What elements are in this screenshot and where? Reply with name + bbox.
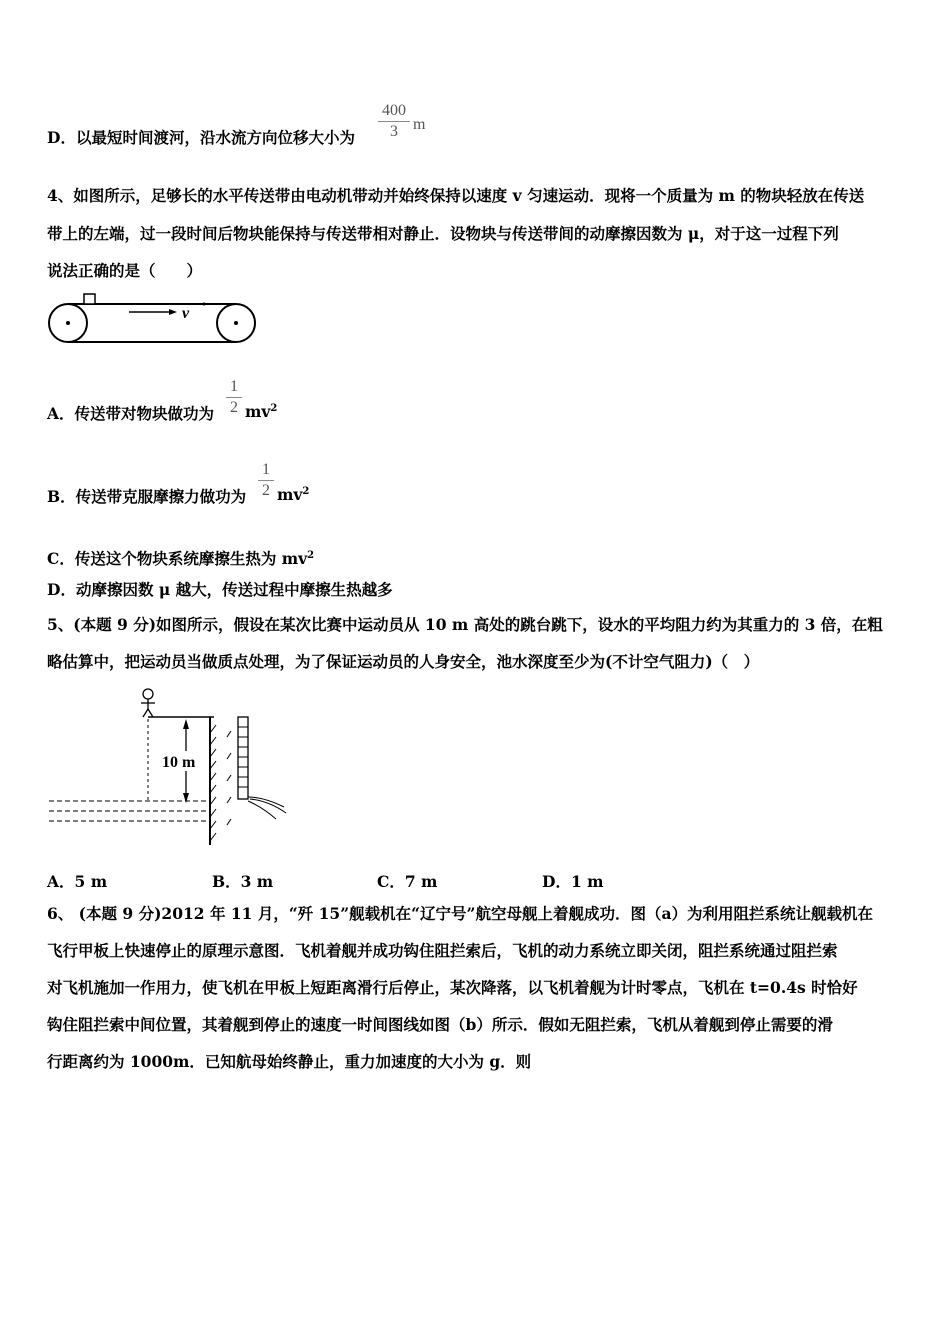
q4-option-d: D．动摩擦因数 μ 越大，传送过程中摩擦生热越多 bbox=[47, 580, 393, 599]
q5-option-d: D．1 m bbox=[542, 872, 604, 891]
q5-line-2: 略估算中，把运动员当做质点处理，为了保证运动员的人身安全，池水深度至少为(不计空气阻力)（ ） bbox=[47, 652, 760, 671]
q4-option-b: B．传送带克服摩擦力做功为 bbox=[47, 487, 247, 506]
q4-line-1: 4、如图所示，足够长的水平传送带由电动机带动并始终保持以速度 v 匀速运动．现将一个质量为 m 的物块轻放在传送 bbox=[47, 186, 865, 205]
q3-option-d: D．以最短时间渡河，沿水流方向位移大小为 bbox=[47, 128, 355, 147]
conveyor-belt-figure bbox=[44, 290, 259, 345]
fraction-numerator: 1 bbox=[230, 378, 238, 395]
q3-option-d-fraction bbox=[378, 102, 410, 141]
q5-option-c: C．7 m bbox=[377, 872, 438, 891]
q4-line-3: 说法正确的是（ ） bbox=[47, 261, 203, 280]
fraction-denominator: 2 bbox=[262, 482, 270, 499]
fraction-denominator: 3 bbox=[390, 123, 398, 140]
q4-option-a-fraction bbox=[226, 378, 242, 417]
q6-line-5: 行距离约为 1000m．已知航母始终静止，重力加速度的大小为 g．则 bbox=[47, 1052, 532, 1071]
height-label: 10 m bbox=[162, 754, 196, 771]
diving-platform-figure bbox=[44, 685, 294, 850]
q6-line-4: 钩住阻拦索中间位置，其着舰到停止的速度一时间图线如图（b）所示．假如无阻拦索，飞机从着舰到停止需要的滑 bbox=[47, 1015, 833, 1034]
q5-option-b: B．3 m bbox=[212, 872, 274, 891]
q3-option-d-unit: m bbox=[413, 116, 426, 133]
q4-line-2: 带上的左端，过一段时间后物块能保持与传送带相对静止．设物块与传送带间的动摩擦因数为 μ，对于这一过程下列 bbox=[47, 224, 839, 243]
q4-option-c: C．传送这个物块系统摩擦生热为 $mv^2$ bbox=[47, 549, 315, 569]
q4-option-b-tail: $mv^2$ bbox=[277, 485, 310, 504]
velocity-label: v bbox=[182, 305, 190, 322]
q6-line-2: 飞行甲板上快速停止的原理示意图．飞机着舰并成功钩住阻拦索后，飞机的动力系统立即关闭，阻拦系统通过阻拦索 bbox=[47, 941, 838, 960]
fraction-numerator: 400 bbox=[382, 102, 406, 119]
q5-option-a: A．5 m bbox=[47, 872, 108, 891]
q6-line-1: 6、 (本题 9 分)2012 年 11 月，“歼 15”舰载机在“辽宁号”航空母舰上着舰成功．图（a）为利用阻拦系统让舰载机在 bbox=[47, 904, 873, 923]
q4-option-a: A．传送带对物块做功为 bbox=[47, 404, 215, 423]
block bbox=[84, 294, 95, 304]
q4-option-b-fraction bbox=[258, 461, 274, 500]
q4-option-a-tail: $mv^2$ bbox=[245, 402, 278, 421]
q5-line-1: 5、(本题 9 分)如图所示，假设在某次比赛中运动员从 10 m 高处的跳台跳下，设水的平均阻力约为其重力的 3 倍，在粗 bbox=[47, 615, 883, 634]
fraction-numerator: 1 bbox=[262, 461, 270, 478]
fraction-denominator: 2 bbox=[230, 399, 238, 416]
ground-lines bbox=[248, 797, 286, 819]
diver-head bbox=[143, 689, 153, 699]
q6-line-3: 对飞机施加一作用力，使飞机在甲板上短距离滑行后停止，某次降落，以飞机着舰为计时零点，飞机在 t=0.4s 时恰好 bbox=[47, 978, 858, 997]
